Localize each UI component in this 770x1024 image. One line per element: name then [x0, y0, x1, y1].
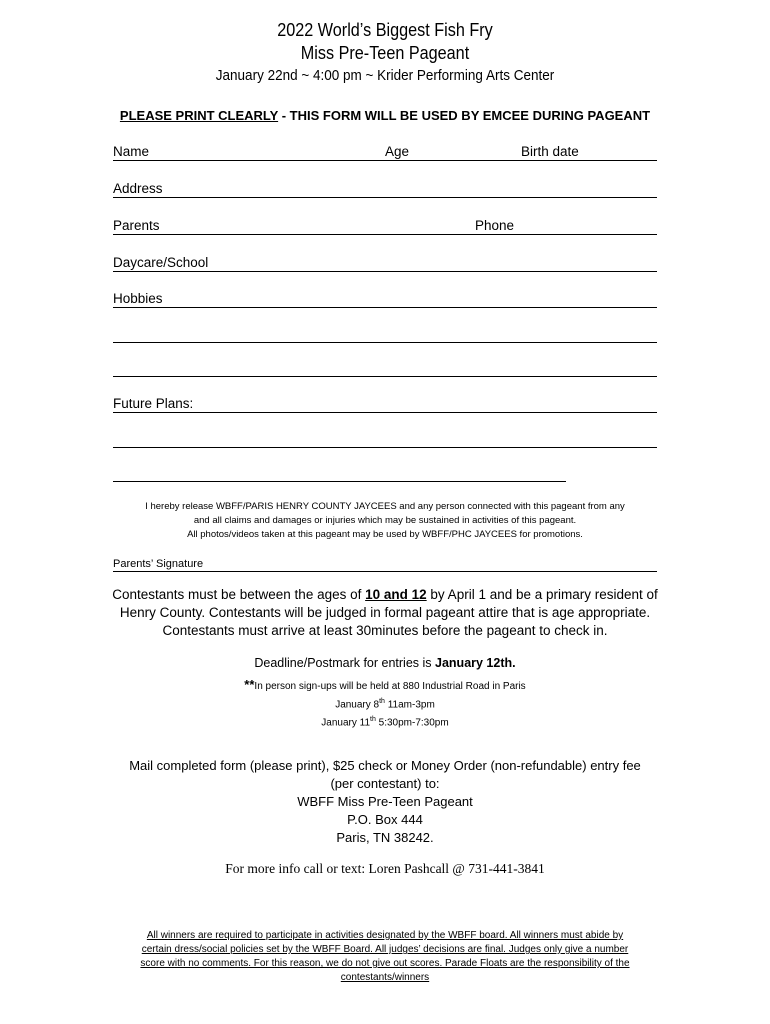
footer-line-4: contestants/winners — [340, 972, 430, 983]
in-person-signups — [0, 677, 770, 731]
release-statement — [0, 500, 770, 542]
daycare-school-label: Daycare/School — [113, 255, 209, 270]
rules-line-1 — [0, 586, 770, 604]
mail-city-state: Paris, TN 38242. — [336, 830, 434, 845]
print-notice — [0, 108, 770, 123]
future-plans-label: Future Plans: — [113, 396, 194, 411]
print-clearly-text: PLEASE PRINT CLEARLY — [119, 108, 279, 123]
date-1-hours: 11am-3pm — [384, 699, 435, 711]
mail-recipient: WBFF Miss Pre-Teen Pageant — [297, 794, 473, 809]
name-age-birthdate-row[interactable] — [113, 142, 657, 161]
signup-date-1 — [0, 694, 770, 712]
phone-label: Phone — [475, 218, 515, 233]
future-plans-line-2[interactable] — [113, 447, 657, 448]
form-subtitle: Miss Pre-Teen Pageant — [300, 43, 470, 63]
hobbies-line-3[interactable] — [113, 376, 657, 377]
date-1-day: January 8 — [335, 699, 380, 711]
rules-line-1-post: by April 1 and be a primary resident of — [426, 587, 658, 602]
parents-label: Parents — [113, 218, 160, 233]
mail-line-2: (per contestant) to: — [330, 776, 440, 791]
footer-line-2: certain dress/social policies set by the WBFF Board. All judges’ decisions are final. Judges only give a number — [141, 944, 629, 955]
future-plans-field[interactable] — [113, 394, 657, 413]
mailing-instructions — [0, 757, 770, 847]
date-2-suffix: th — [370, 716, 376, 724]
mail-po-box: P.O. Box 444 — [347, 812, 423, 827]
future-plans-line-3[interactable] — [113, 481, 566, 482]
rules-line-3: Contestants must arrive at least 30minutes before the pageant to check in. — [162, 623, 608, 638]
winner-policies — [115, 929, 655, 985]
in-person-text: In person sign-ups will be held at 880 Industrial Road in Paris — [254, 681, 526, 692]
daycare-school-field[interactable] — [113, 253, 657, 272]
parents-signature-label: Parents’ Signature — [113, 558, 204, 570]
age-label: Age — [385, 144, 410, 159]
date-2-hours: 5:30pm-7:30pm — [375, 717, 449, 729]
notice-rest-text: - THIS FORM WILL BE USED BY EMCEE DURING PAGEANT — [278, 108, 651, 123]
mail-line-1: Mail completed form (please print), $25 check or Money Order (non-refundable) entry fee — [129, 758, 641, 773]
asterisk-mark: ** — [244, 677, 255, 692]
hobbies-label: Hobbies — [113, 291, 163, 306]
address-field[interactable] — [113, 179, 657, 198]
date-1-suffix: th — [379, 698, 385, 705]
rules-line-1-pre: Contestants must be between the ages of — [112, 587, 366, 602]
form-title: 2022 World’s Biggest Fish Fry — [277, 20, 493, 40]
contact-info: For more info call or text: Loren Pashcall @ 731-441-3841 — [225, 861, 545, 876]
deadline-date: January 12th. — [435, 656, 516, 670]
birth-date-label: Birth date — [521, 144, 579, 159]
eligibility-rules — [0, 586, 770, 640]
footer-line-3: score with no comments. For this reason, we do not give out scores. Parade Floats are the responsibility of the — [140, 958, 630, 969]
rules-line-2: Henry County. Contestants will be judged in formal pageant attire that is age appropriate. — [119, 605, 651, 620]
address-label: Address — [113, 181, 163, 196]
event-details: January 22nd ~ 4:00 pm ~ Krider Performing Arts Center — [215, 67, 555, 84]
release-line-1: I hereby release WBFF/PARIS HENRY COUNTY JAYCEES and any person connected with this pageant from any — [145, 501, 625, 512]
hobbies-field[interactable] — [113, 289, 657, 308]
release-line-3: All photos/videos taken at this pageant may be used by WBFF/PHC JAYCEES for promotions. — [187, 529, 583, 540]
deadline-notice — [0, 656, 770, 670]
footer-line-1: All winners are required to participate in activities designated by the WBFF board. All winners must abide by — [146, 930, 624, 941]
name-label: Name — [113, 144, 150, 159]
hobbies-line-2[interactable] — [113, 342, 657, 343]
deadline-text: Deadline/Postmark for entries is — [254, 656, 436, 670]
release-line-2: and all claims and damages or injuries which may be sustained in activities of this pageant. — [193, 515, 577, 526]
in-person-line — [0, 677, 770, 694]
signup-date-2 — [0, 712, 770, 730]
date-2-day: January 11 — [321, 717, 371, 729]
parents-phone-row[interactable] — [113, 216, 657, 235]
age-range-text: 10 and 12 — [365, 587, 427, 602]
parents-signature-field[interactable] — [113, 553, 657, 572]
